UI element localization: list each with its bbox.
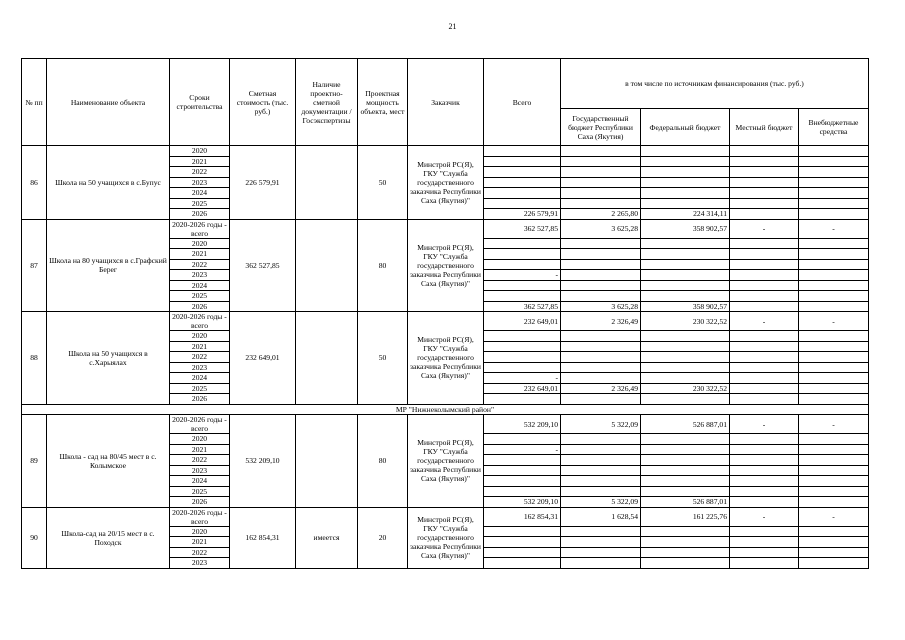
amount-cell xyxy=(730,198,799,209)
amount-cell xyxy=(484,198,561,209)
year-cell: 2025 xyxy=(170,486,230,497)
amount-cell xyxy=(561,558,641,569)
amount-cell xyxy=(799,331,869,342)
amount-cell xyxy=(561,270,641,281)
amount-cell xyxy=(641,238,730,249)
amount-cell xyxy=(484,434,561,445)
amount-cell xyxy=(730,497,799,508)
year-cell: 2020 xyxy=(170,238,230,249)
amount-cell: - xyxy=(730,415,799,434)
header-docs: Наличие проектно-сметной документации /Госэкспертизы xyxy=(296,59,358,146)
amount-cell: 162 854,31 xyxy=(484,507,561,526)
header-name: Наименование объекта xyxy=(47,59,170,146)
amount-cell: 161 225,76 xyxy=(641,507,730,526)
amount-cell xyxy=(799,167,869,178)
table-row xyxy=(22,415,869,434)
amount-cell xyxy=(561,280,641,291)
year-cell: 2023 xyxy=(170,177,230,188)
amount-cell xyxy=(730,156,799,167)
amount-cell xyxy=(641,465,730,476)
amount-cell xyxy=(730,455,799,466)
amount-cell: 226 579,91 xyxy=(484,209,561,220)
amount-cell xyxy=(799,291,869,302)
amount-cell xyxy=(799,352,869,363)
amount-cell: 5 322,09 xyxy=(561,497,641,508)
object-name: Школа - сад на 80/45 мест в с. Колымское xyxy=(47,415,170,508)
amount-cell xyxy=(561,476,641,487)
amount-cell xyxy=(641,455,730,466)
table-body xyxy=(22,146,869,569)
amount-cell xyxy=(730,249,799,260)
amount-cell xyxy=(561,177,641,188)
amount-cell xyxy=(799,476,869,487)
year-cell: 2022 xyxy=(170,455,230,466)
amount-cell: 532 209,10 xyxy=(484,497,561,508)
year-cell: 2021 xyxy=(170,156,230,167)
amount-cell xyxy=(799,465,869,476)
amount-cell xyxy=(561,455,641,466)
amount-cell xyxy=(799,238,869,249)
amount-cell xyxy=(561,167,641,178)
amount-cell xyxy=(799,547,869,558)
year-cell: 2023 xyxy=(170,362,230,373)
amount-cell: 1 628,54 xyxy=(561,507,641,526)
amount-cell xyxy=(730,486,799,497)
object-customer: Минстрой РС(Я), ГКУ "Служба государственного заказчика Республики Саха (Якутия)" xyxy=(408,507,484,568)
amount-cell: - xyxy=(799,312,869,331)
amount-cell xyxy=(561,537,641,548)
amount-cell xyxy=(641,291,730,302)
amount-cell: - xyxy=(730,219,799,238)
amount-cell xyxy=(561,444,641,455)
amount-cell xyxy=(561,156,641,167)
amount-cell xyxy=(730,362,799,373)
year-cell: 2024 xyxy=(170,280,230,291)
year-cell: 2020 xyxy=(170,331,230,342)
amount-cell: 2 265,80 xyxy=(561,209,641,220)
amount-cell: - xyxy=(484,270,561,281)
amount-cell xyxy=(561,238,641,249)
year-cell: 2026 xyxy=(170,301,230,312)
amount-cell: - xyxy=(730,312,799,331)
amount-cell xyxy=(799,383,869,394)
header-customer: Заказчик xyxy=(408,59,484,146)
year-cell: 2026 xyxy=(170,394,230,405)
amount-cell: - xyxy=(484,444,561,455)
table-row xyxy=(22,146,869,157)
amount-cell xyxy=(799,537,869,548)
amount-cell xyxy=(484,547,561,558)
amount-cell xyxy=(484,331,561,342)
page-number: 21 xyxy=(448,22,457,31)
amount-cell xyxy=(730,259,799,270)
amount-cell xyxy=(730,547,799,558)
amount-cell xyxy=(641,547,730,558)
amount-cell xyxy=(730,177,799,188)
amount-cell xyxy=(561,249,641,260)
table-row xyxy=(22,507,869,526)
amount-cell xyxy=(484,188,561,199)
amount-cell: 230 322,52 xyxy=(641,312,730,331)
amount-cell: 3 625,28 xyxy=(561,219,641,238)
amount-cell xyxy=(484,249,561,260)
year-cell: 2020 xyxy=(170,526,230,537)
amount-cell xyxy=(561,373,641,384)
amount-cell xyxy=(641,331,730,342)
year-cell: 2025 xyxy=(170,291,230,302)
year-cell: 2025 xyxy=(170,383,230,394)
header-num: № пп xyxy=(22,59,47,146)
year-cell: 2020 xyxy=(170,434,230,445)
amount-cell xyxy=(561,259,641,270)
amount-cell xyxy=(730,537,799,548)
amount-cell: 532 209,10 xyxy=(484,415,561,434)
object-name: Школа на 50 учащихся в с.Бупус xyxy=(47,146,170,220)
region-label: МР "Нижнеколымский район" xyxy=(22,404,869,415)
amount-cell xyxy=(641,280,730,291)
amount-cell xyxy=(561,362,641,373)
amount-cell xyxy=(484,291,561,302)
amount-cell: - xyxy=(799,507,869,526)
amount-cell xyxy=(730,444,799,455)
amount-cell xyxy=(799,301,869,312)
amount-cell xyxy=(799,526,869,537)
object-name: Школа на 80 учащихся в с.Графский Берег xyxy=(47,219,170,312)
amount-cell xyxy=(484,352,561,363)
amount-cell xyxy=(641,362,730,373)
object-capacity: 80 xyxy=(358,219,408,312)
amount-cell xyxy=(641,198,730,209)
amount-cell xyxy=(799,259,869,270)
amount-cell xyxy=(730,558,799,569)
amount-cell xyxy=(799,177,869,188)
amount-cell xyxy=(799,434,869,445)
region-row xyxy=(22,404,869,415)
object-cost: 532 209,10 xyxy=(230,415,296,508)
object-num: 88 xyxy=(22,312,47,405)
object-customer: Минстрой РС(Я), ГКУ "Служба государственного заказчика Республики Саха (Якутия)" xyxy=(408,219,484,312)
amount-cell: 358 902,57 xyxy=(641,301,730,312)
amount-cell xyxy=(641,177,730,188)
amount-cell xyxy=(484,341,561,352)
year-cell: 2024 xyxy=(170,188,230,199)
header-terms: Сроки строительства xyxy=(170,59,230,146)
year-cell: 2024 xyxy=(170,476,230,487)
object-cost: 226 579,91 xyxy=(230,146,296,220)
object-capacity: 20 xyxy=(358,507,408,568)
year-cell: 2022 xyxy=(170,259,230,270)
amount-cell xyxy=(561,547,641,558)
amount-cell xyxy=(641,444,730,455)
amount-cell xyxy=(484,238,561,249)
amount-cell xyxy=(484,259,561,270)
amount-cell: 362 527,85 xyxy=(484,301,561,312)
year-cell: 2022 xyxy=(170,352,230,363)
year-cell: 2024 xyxy=(170,373,230,384)
amount-cell xyxy=(561,198,641,209)
year-cell: 2020-2026 годы - всего xyxy=(170,415,230,434)
amount-cell xyxy=(730,383,799,394)
amount-cell xyxy=(561,291,641,302)
amount-cell: - xyxy=(730,507,799,526)
amount-cell xyxy=(799,156,869,167)
amount-cell xyxy=(730,280,799,291)
header-cost: Сметная стоимость (тыс. руб.) xyxy=(230,59,296,146)
amount-cell xyxy=(484,146,561,157)
amount-cell: 232 649,01 xyxy=(484,383,561,394)
object-capacity: 50 xyxy=(358,146,408,220)
amount-cell xyxy=(799,270,869,281)
year-cell: 2021 xyxy=(170,341,230,352)
amount-cell xyxy=(641,558,730,569)
amount-cell xyxy=(799,341,869,352)
amount-cell xyxy=(730,394,799,405)
object-cost: 162 854,31 xyxy=(230,507,296,568)
object-num: 89 xyxy=(22,415,47,508)
amount-cell xyxy=(799,146,869,157)
amount-cell xyxy=(484,156,561,167)
amount-cell xyxy=(561,341,641,352)
object-docs xyxy=(296,219,358,312)
amount-cell xyxy=(641,526,730,537)
amount-cell xyxy=(561,331,641,342)
amount-cell xyxy=(799,558,869,569)
amount-cell xyxy=(799,373,869,384)
object-docs xyxy=(296,312,358,405)
year-cell: 2022 xyxy=(170,547,230,558)
year-cell: 2025 xyxy=(170,198,230,209)
amount-cell xyxy=(484,394,561,405)
amount-cell: 224 314,11 xyxy=(641,209,730,220)
amount-cell xyxy=(641,373,730,384)
amount-cell xyxy=(641,486,730,497)
object-num: 90 xyxy=(22,507,47,568)
amount-cell: 358 902,57 xyxy=(641,219,730,238)
amount-cell xyxy=(484,537,561,548)
amount-cell: - xyxy=(484,373,561,384)
amount-cell xyxy=(641,537,730,548)
object-customer: Минстрой РС(Я), ГКУ "Служба государственного заказчика Республики Саха (Якутия)" xyxy=(408,415,484,508)
object-customer: Минстрой РС(Я), ГКУ "Служба государственного заказчика Республики Саха (Якутия)" xyxy=(408,312,484,405)
amount-cell xyxy=(730,373,799,384)
amount-cell xyxy=(561,434,641,445)
amount-cell xyxy=(799,188,869,199)
amount-cell xyxy=(484,465,561,476)
amount-cell xyxy=(484,455,561,466)
amount-cell: 362 527,85 xyxy=(484,219,561,238)
amount-cell xyxy=(641,146,730,157)
amount-cell: 2 326,49 xyxy=(561,312,641,331)
amount-cell xyxy=(799,209,869,220)
header-total: Всего xyxy=(484,59,561,146)
amount-cell xyxy=(730,291,799,302)
amount-cell xyxy=(799,394,869,405)
amount-cell xyxy=(484,486,561,497)
amount-cell xyxy=(730,434,799,445)
year-cell: 2020-2026 годы - всего xyxy=(170,312,230,331)
amount-cell xyxy=(484,558,561,569)
amount-cell xyxy=(484,177,561,188)
header-local: Местный бюджет xyxy=(730,109,799,146)
amount-cell xyxy=(641,156,730,167)
amount-cell xyxy=(561,188,641,199)
amount-cell xyxy=(561,486,641,497)
year-cell: 2023 xyxy=(170,465,230,476)
amount-cell: 526 887,01 xyxy=(641,497,730,508)
year-cell: 2021 xyxy=(170,249,230,260)
year-cell: 2026 xyxy=(170,497,230,508)
amount-cell xyxy=(730,352,799,363)
amount-cell xyxy=(641,188,730,199)
header-state: Государственный бюджет Республики Саха (Якутия) xyxy=(561,109,641,146)
amount-cell xyxy=(561,146,641,157)
amount-cell xyxy=(641,476,730,487)
table-row xyxy=(22,312,869,331)
amount-cell xyxy=(730,146,799,157)
amount-cell xyxy=(730,465,799,476)
amount-cell xyxy=(641,341,730,352)
amount-cell xyxy=(484,167,561,178)
header-federal: Федеральный бюджет xyxy=(641,109,730,146)
year-cell: 2020-2026 годы - всего xyxy=(170,507,230,526)
amount-cell xyxy=(730,341,799,352)
object-docs: имеется xyxy=(296,507,358,568)
amount-cell xyxy=(730,270,799,281)
year-cell: 2021 xyxy=(170,537,230,548)
amount-cell: 5 322,09 xyxy=(561,415,641,434)
amount-cell: 526 887,01 xyxy=(641,415,730,434)
amount-cell xyxy=(730,188,799,199)
object-docs xyxy=(296,415,358,508)
amount-cell xyxy=(561,465,641,476)
amount-cell xyxy=(484,526,561,537)
year-cell: 2020 xyxy=(170,146,230,157)
amount-cell xyxy=(799,455,869,466)
amount-cell xyxy=(730,167,799,178)
amount-cell xyxy=(561,526,641,537)
table-row xyxy=(22,219,869,238)
amount-cell xyxy=(730,238,799,249)
amount-cell xyxy=(484,280,561,291)
amount-cell xyxy=(730,526,799,537)
object-cost: 362 527,85 xyxy=(230,219,296,312)
amount-cell xyxy=(799,249,869,260)
header-extra: Внебюджетные средства xyxy=(799,109,869,146)
year-cell: 2022 xyxy=(170,167,230,178)
amount-cell xyxy=(730,476,799,487)
objects-table xyxy=(21,58,869,569)
object-cost: 232 649,01 xyxy=(230,312,296,405)
object-capacity: 50 xyxy=(358,312,408,405)
year-cell: 2026 xyxy=(170,209,230,220)
amount-cell xyxy=(641,394,730,405)
amount-cell xyxy=(641,167,730,178)
object-capacity: 80 xyxy=(358,415,408,508)
amount-cell xyxy=(641,259,730,270)
amount-cell: - xyxy=(799,219,869,238)
amount-cell xyxy=(730,209,799,220)
header-capacity: Проектная мощность объекта, мест xyxy=(358,59,408,146)
amount-cell: 232 649,01 xyxy=(484,312,561,331)
year-cell: 2020-2026 годы - всего xyxy=(170,219,230,238)
object-num: 86 xyxy=(22,146,47,220)
amount-cell: - xyxy=(799,415,869,434)
amount-cell xyxy=(641,352,730,363)
year-cell: 2023 xyxy=(170,270,230,281)
amount-cell xyxy=(484,476,561,487)
amount-cell xyxy=(799,280,869,291)
amount-cell xyxy=(730,301,799,312)
amount-cell xyxy=(799,497,869,508)
amount-cell xyxy=(641,249,730,260)
object-name: Школа-сад на 20/15 мест в с. Походск xyxy=(47,507,170,568)
amount-cell: 2 326,49 xyxy=(561,383,641,394)
amount-cell xyxy=(641,434,730,445)
amount-cell xyxy=(799,486,869,497)
object-docs xyxy=(296,146,358,220)
amount-cell xyxy=(561,352,641,363)
amount-cell xyxy=(799,198,869,209)
year-cell: 2021 xyxy=(170,444,230,455)
amount-cell: 230 322,52 xyxy=(641,383,730,394)
year-cell: 2023 xyxy=(170,558,230,569)
amount-cell xyxy=(799,362,869,373)
object-num: 87 xyxy=(22,219,47,312)
amount-cell xyxy=(561,394,641,405)
amount-cell xyxy=(484,362,561,373)
object-name: Школа на 50 учащихся в с.Харыялах xyxy=(47,312,170,405)
amount-cell xyxy=(641,270,730,281)
amount-cell: 3 625,28 xyxy=(561,301,641,312)
amount-cell xyxy=(799,444,869,455)
header-sources: в том числе по источникам финансирования (тыс. руб.) xyxy=(561,59,869,109)
object-customer: Минстрой РС(Я), ГКУ "Служба государственного заказчика Республики Саха (Якутия)" xyxy=(408,146,484,220)
amount-cell xyxy=(730,331,799,342)
